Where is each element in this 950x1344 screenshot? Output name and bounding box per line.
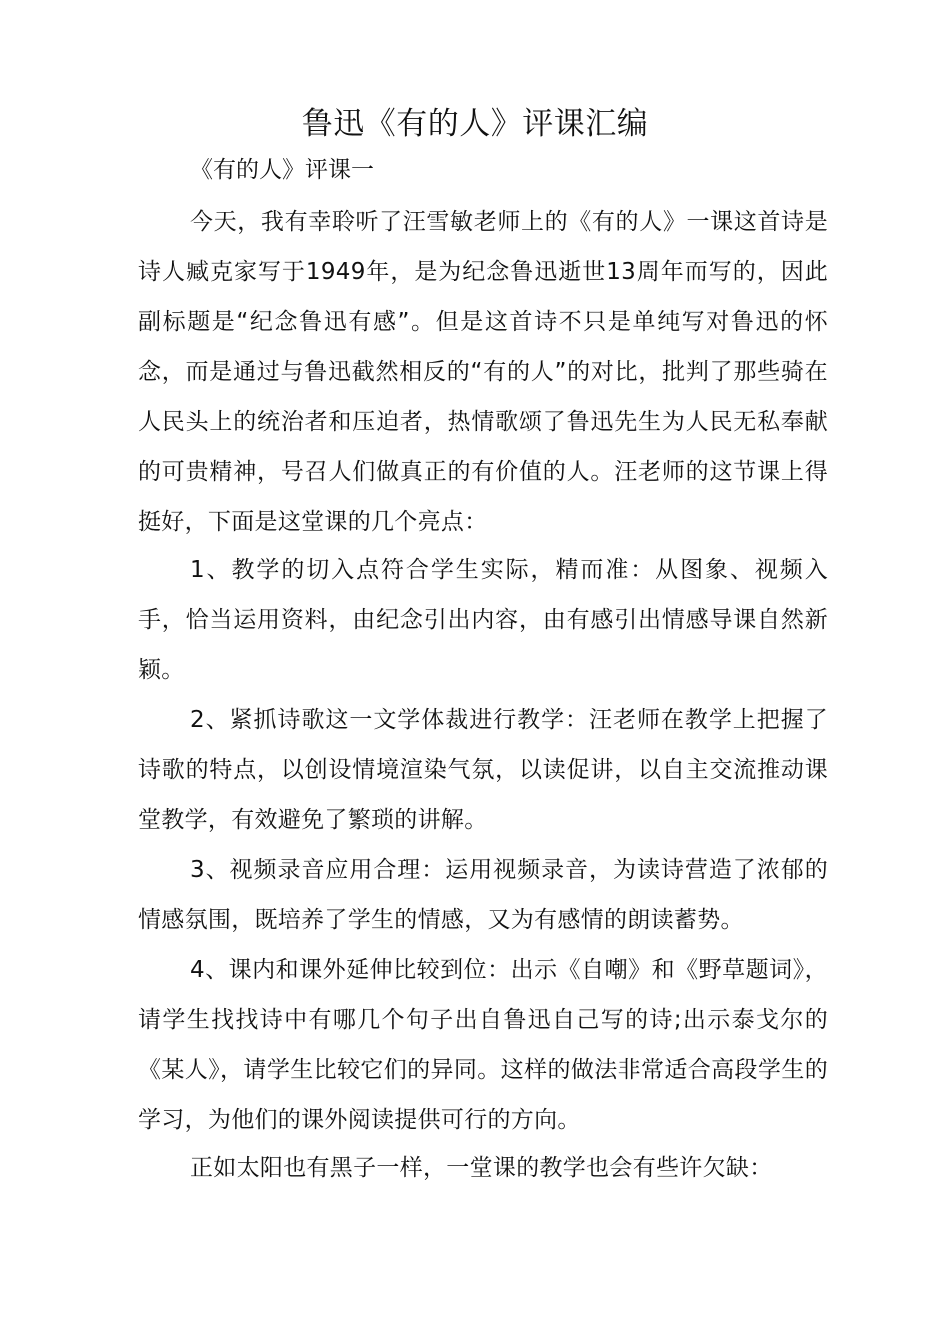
section-heading: 《有的人》评课一: [190, 157, 374, 183]
paragraph-point-2: 2、紧抓诗歌这一文学体裁进行教学：汪老师在教学上把握了诗歌的特点，以创设情境渲染气氛，以读促讲，以自主交流推动课堂教学，有效避免了繁琐的讲解。: [138, 707, 828, 833]
paragraph-point-1: 1、教学的切入点符合学生实际，精而准：从图象、视频入手，恰当运用资料，由纪念引出内容，由有感引出情感导课自然新颖。: [138, 557, 828, 683]
paragraph-intro: 今天，我有幸聆听了汪雪敏老师上的《有的人》一课这首诗是诗人臧克家写于1949年，是为纪念鲁迅逝世13周年而写的，因此副标题是“纪念鲁迅有感”。但是这首诗不只是单纯写对鲁迅的怀念，而是通过与鲁迅截然相反的“有的人”的对比，批判了那些骑在人民头上的统治者和压迫者，热情歌颂了鲁迅先生为人民无私奉献的可贵精神，号召人们做真正的有价值的人。汪老师的这节课上得挺好，下面是这堂课的几个亮点：: [138, 209, 828, 535]
paragraph-closing: 正如太阳也有黑子一样，一堂课的教学也会有些许欠缺：: [190, 1155, 773, 1181]
page-title: 鲁迅《有的人》评课汇编: [301, 106, 649, 142]
paragraph-point-4: 4、课内和课外延伸比较到位：出示《自嘲》和《野草题词》，请学生找找诗中有哪几个句子出自鲁迅自己写的诗;出示泰戈尔的《某人》，请学生比较它们的异同。这样的做法非常适合高段学生的学习，为他们的课外阅读提供可行的方向。: [138, 957, 828, 1133]
paragraph-point-3: 3、视频录音应用合理：运用视频录音，为读诗营造了浓郁的情感氛围，既培养了学生的情感，又为有感情的朗读蓄势。: [138, 857, 828, 933]
